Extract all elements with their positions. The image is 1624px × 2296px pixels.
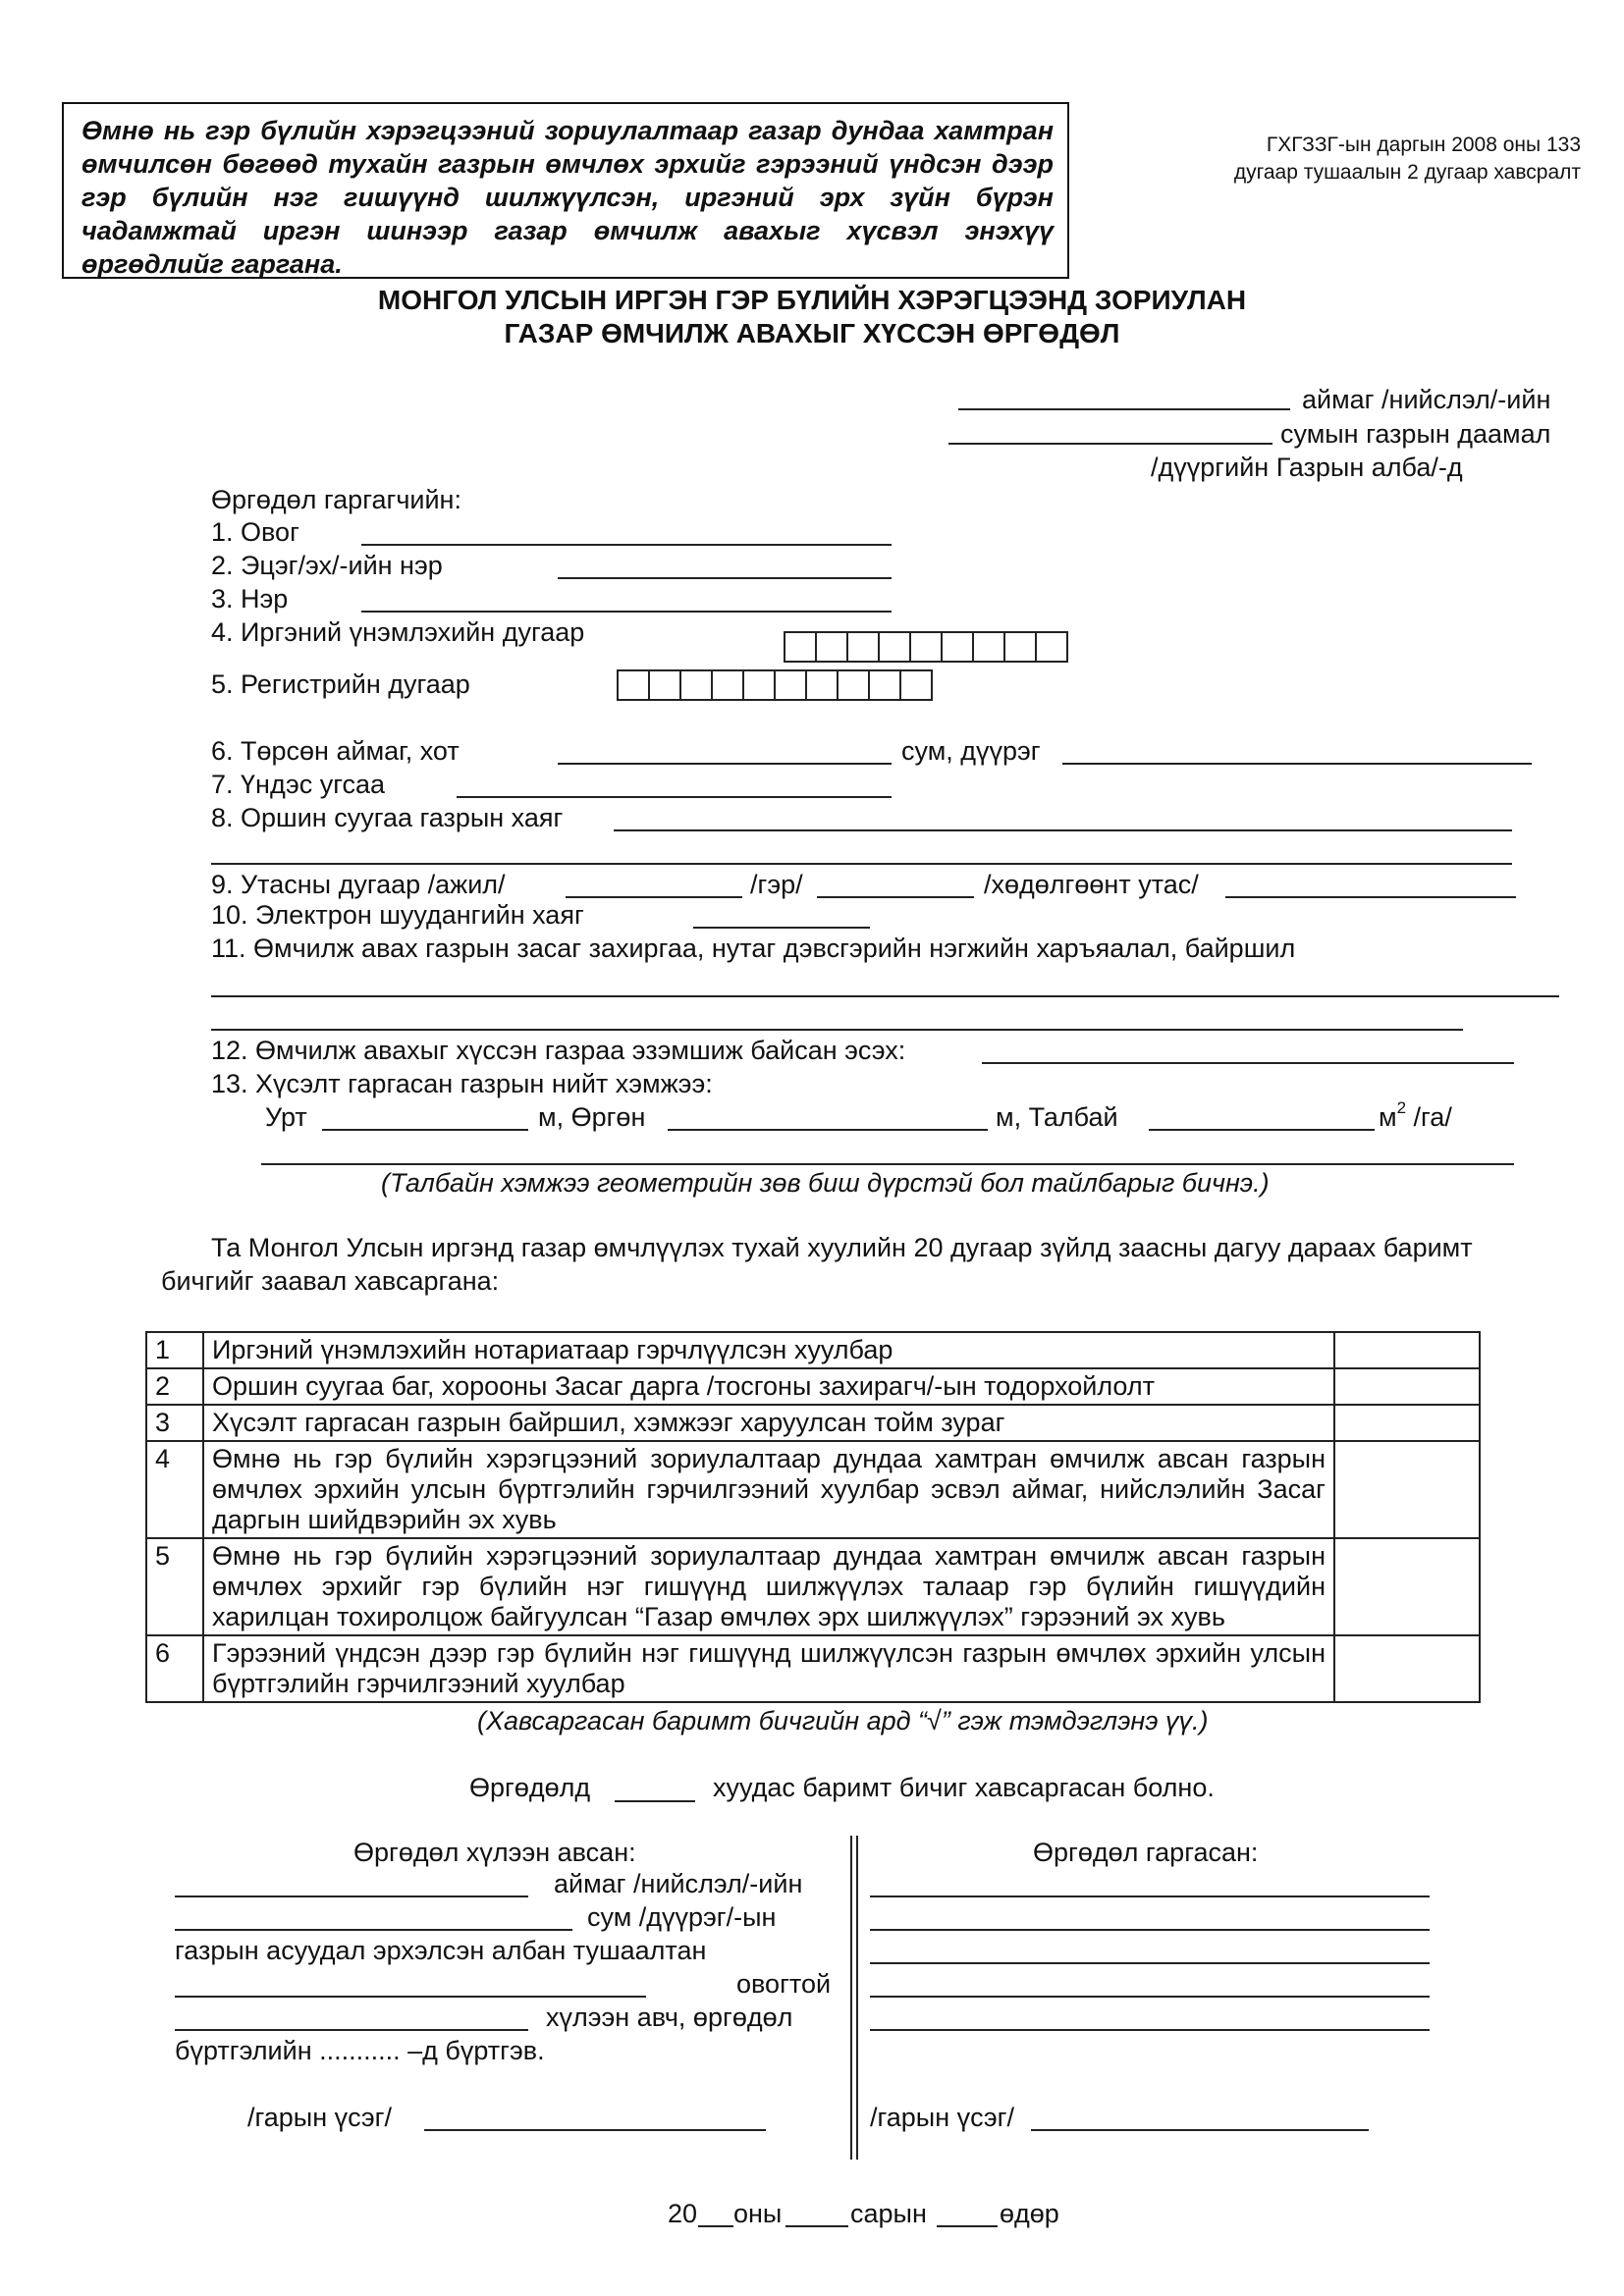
- received-signature-label: /гарын үсэг/: [247, 2103, 393, 2132]
- document-row: [146, 1332, 1480, 1368]
- phone-home-field[interactable]: [817, 896, 974, 898]
- submitted-line-2[interactable]: [870, 1929, 1430, 1931]
- received-line-2: сум /дүүрэг/-ын: [587, 1902, 777, 1932]
- date-day-label: өдөр: [1000, 2199, 1059, 2228]
- document-number: 2: [146, 1368, 203, 1405]
- possessed-field[interactable]: [982, 1062, 1514, 1064]
- submitted-signature-label: /гарын үсэг/: [870, 2103, 1015, 2132]
- received-soum-field[interactable]: [175, 1929, 572, 1931]
- document-number: 3: [146, 1405, 203, 1441]
- submitted-line-1[interactable]: [870, 1896, 1430, 1897]
- document-row: [146, 1538, 1480, 1635]
- reference: [1129, 132, 1581, 187]
- date-day-field[interactable]: [937, 2225, 998, 2227]
- id-number-label: 4. Иргэний үнэмлэхийн дугаар: [211, 617, 585, 647]
- addressee-line-2: сумын газрын даамал: [1280, 419, 1551, 449]
- received-line-6: бүртгэлийн ........... –д бүртгэв.: [175, 2036, 545, 2065]
- documents-table: [145, 1331, 1481, 1703]
- address-label: 8. Оршин суугаа газрын хаяг: [211, 803, 564, 832]
- phone-home-label: /гэр/: [750, 870, 803, 899]
- address-field-2[interactable]: [211, 863, 1512, 865]
- land-location-field-2[interactable]: [211, 1029, 1463, 1031]
- width-field[interactable]: [668, 1129, 988, 1131]
- surname-field[interactable]: [361, 544, 892, 546]
- submitted-line-3[interactable]: [870, 1962, 1430, 1964]
- document-text: Өмнө нь гэр бүлийн хэрэгцээний зориулалтаар дундаа хамтран өмчилж авсан газрын өмчлөх эрхийн улсын бүртгэлийн гэрчилгээний хуулбар эсвэл аймаг, нийслэлийн Засаг даргын шийдвэрийн эх хувь: [203, 1441, 1334, 1538]
- date-year-field[interactable]: [698, 2225, 733, 2227]
- received-heading: Өргөдөл хүлээн авсан:: [353, 1838, 636, 1867]
- addressee-line-1: аймаг /нийслэл/-ийн: [1302, 385, 1551, 414]
- document-text: Гэрээний үндсэн дээр гэр бүлийн нэг гишүүнд шилжүүлсэн газрын өмчлөх эрхийн улсын бүртгэлийн гэрчилгээний хуулбар: [203, 1635, 1334, 1702]
- given-name-label: 3. Нэр: [211, 584, 289, 614]
- submitted-heading: Өргөдөл гаргасан:: [1033, 1838, 1259, 1867]
- surname-label: 1. Овог: [211, 517, 299, 547]
- document-row: [146, 1368, 1480, 1405]
- birthplace-soum-field[interactable]: [1062, 763, 1532, 765]
- phone-mobile-label: /хөдөлгөөнт утас/: [984, 870, 1199, 899]
- intro-line-1: Та Монгол Улсын иргэнд газар өмчлүүлэх тухай хуулийн 20 дугаар зүйлд заасны дагуу дараах баримт: [211, 1233, 1473, 1262]
- reference-line-1: ГХГЗЗГ-ын даргын 2008 оны 133: [1266, 133, 1581, 156]
- area-note-field[interactable]: [261, 1163, 1514, 1165]
- received-line-1: аймаг /нийслэл/-ийн: [554, 1869, 803, 1898]
- document-number: 1: [146, 1332, 203, 1368]
- aimag-field[interactable]: [958, 408, 1290, 410]
- document-check-cell[interactable]: [1334, 1368, 1480, 1405]
- land-size-label: 13. Хүсэлт гаргасан газрын нийт хэмжээ:: [211, 1069, 713, 1098]
- ethnicity-label: 7. Үндэс угсаа: [211, 770, 386, 799]
- length-label: Урт: [265, 1102, 307, 1132]
- date-month-field[interactable]: [785, 2225, 848, 2227]
- given-name-field[interactable]: [361, 611, 892, 613]
- birthplace-aimag-field[interactable]: [558, 763, 892, 765]
- received-official-field[interactable]: [175, 1996, 646, 1998]
- document-text: Оршин суугаа баг, хорооны Засаг дарга /тосгоны захирагч/-ын тодорхойлолт: [203, 1368, 1334, 1405]
- date-month-label: сарын: [850, 2199, 927, 2228]
- received-line-4: овогтой: [736, 1969, 832, 1999]
- document-number: 6: [146, 1635, 203, 1702]
- phone-work-field[interactable]: [566, 896, 742, 898]
- soum-field[interactable]: [948, 443, 1272, 445]
- received-line-3: газрын асуудал эрхэлсэн албан тушаалтан: [175, 1936, 707, 1965]
- document-text: Өмнө нь гэр бүлийн хэрэгцээний зориулалтаар дундаа хамтран өмчилж авсан газрын өмчлөх эрхийг гэр бүлийн нэг гишүүнд шилжүүлэх талаар гэр бүлийн гишүүдийн харилцан тохиролцож байгуулсан “Газар өмчлөх эрх шилжүүлэх” гэрээний эх хувь: [203, 1538, 1334, 1635]
- phone-mobile-field[interactable]: [1225, 896, 1516, 898]
- birthplace-soum-label: сум, дүүрэг: [901, 736, 1041, 766]
- address-field[interactable]: [614, 829, 1512, 831]
- area-field[interactable]: [1149, 1129, 1375, 1131]
- attach-note: (Хавсаргасан баримт бичгийн ард “√” гэж тэмдэглэнэ үү.): [477, 1706, 1209, 1735]
- document-row: [146, 1441, 1480, 1538]
- form-title-line-2: ГАЗАР ӨМЧИЛЖ АВАХЫГ ХҮССЭН ӨРГӨДӨЛ: [504, 318, 1120, 348]
- birthplace-label: 6. Төрсөн аймаг, хот: [211, 736, 460, 766]
- submitted-signature-field[interactable]: [1031, 2129, 1369, 2131]
- column-divider: [850, 1836, 852, 2160]
- ethnicity-field[interactable]: [457, 796, 892, 798]
- email-label: 10. Электрон шуудангийн хаяг: [211, 900, 584, 930]
- length-field[interactable]: [322, 1129, 528, 1131]
- possessed-label: 12. Өмчилж авахыг хүссэн газраа эзэмшиж байсан эсэх:: [211, 1036, 906, 1065]
- document-check-cell[interactable]: [1334, 1441, 1480, 1538]
- width-label: м, Өргөн: [538, 1102, 646, 1132]
- reference-line-2: дугаар тушаалын 2 дугаар хавсралт: [1233, 161, 1581, 184]
- pages-label-after: хуудас баримт бичиг хавсаргасан болно.: [713, 1773, 1215, 1802]
- id-number-boxes[interactable]: [785, 631, 1068, 663]
- date-year-prefix: 20: [668, 2199, 698, 2228]
- applicant-heading: Өргөдөл гаргагчийн:: [211, 485, 461, 514]
- notice-box: Өмнө нь гэр бүлийн хэрэгцээний зориулалтаар газар дундаа хамтран өмчилсөн бөгөөд тухайн газрын өмчлөх эрхийг гэрээний үндсэн дээр гэр бүлийн нэг гишүүнд шилжүүлсэн, иргэний эрх зүйн бүрэн чадамжтай иргэн шинээр газар өмчилж авахыг хүсвэл энэхүү өргөдлийг гаргана.: [62, 102, 1069, 279]
- received-aimag-field[interactable]: [175, 1896, 528, 1897]
- document-check-cell[interactable]: [1334, 1635, 1480, 1702]
- pages-label-before: Өргөдөлд: [469, 1773, 591, 1802]
- pages-count-field[interactable]: [615, 1800, 695, 1802]
- area-unit: $м^2$ /га/: [1379, 1098, 1452, 1132]
- registry-number-boxes[interactable]: [619, 669, 933, 701]
- column-divider-2: [856, 1836, 858, 2160]
- document-check-cell[interactable]: [1334, 1332, 1480, 1368]
- form-title-line-1: МОНГОЛ УЛСЫН ИРГЭН ГЭР БҮЛИЙН ХЭРЭГЦЭЭНД ЗОРИУЛАН: [377, 285, 1247, 315]
- document-check-cell[interactable]: [1334, 1405, 1480, 1441]
- area-label: м, Талбай: [996, 1102, 1118, 1132]
- phone-label: 9. Утасны дугаар /ажил/: [211, 870, 506, 899]
- document-check-cell[interactable]: [1334, 1538, 1480, 1635]
- land-location-label: 11. Өмчилж авах газрын засаг захиргаа, нутаг дэвсгэрийн нэгжийн харъяалал, байршил: [211, 934, 1296, 963]
- addressee-line-3: /дүүргийн Газрын алба/-д: [1151, 453, 1463, 482]
- document-text: Иргэний үнэмлэхийн нотариатаар гэрчлүүлсэн хуулбар: [203, 1332, 1334, 1368]
- document-text: Хүсэлт гаргасан газрын байршил, хэмжээг харуулсан тойм зураг: [203, 1405, 1334, 1441]
- document-row: [146, 1635, 1480, 1702]
- land-location-field[interactable]: [211, 995, 1559, 997]
- registry-number-label: 5. Регистрийн дугаар: [211, 669, 470, 699]
- received-signature-field[interactable]: [424, 2129, 766, 2131]
- document-number: 4: [146, 1441, 203, 1538]
- received-line-5: хүлээн авч, өргөдөл: [546, 2002, 793, 2032]
- shape-note: (Талбайн хэмжээ геометрийн зөв биш дүрстэй бол тайлбарыг бичнэ.): [381, 1168, 1270, 1198]
- parent-name-label: 2. Эцэг/эх/-ийн нэр: [211, 551, 443, 580]
- parent-name-field[interactable]: [558, 577, 892, 579]
- document-number: 5: [146, 1538, 203, 1635]
- intro-line-2: бичгийг заавал хавсаргана:: [161, 1266, 500, 1296]
- email-field[interactable]: [693, 927, 870, 929]
- submitted-line-4[interactable]: [870, 1996, 1430, 1998]
- received-name-field[interactable]: [175, 2029, 528, 2031]
- date-year-label: оны: [733, 2199, 783, 2228]
- document-row: [146, 1405, 1480, 1441]
- submitted-line-5[interactable]: [870, 2029, 1430, 2031]
